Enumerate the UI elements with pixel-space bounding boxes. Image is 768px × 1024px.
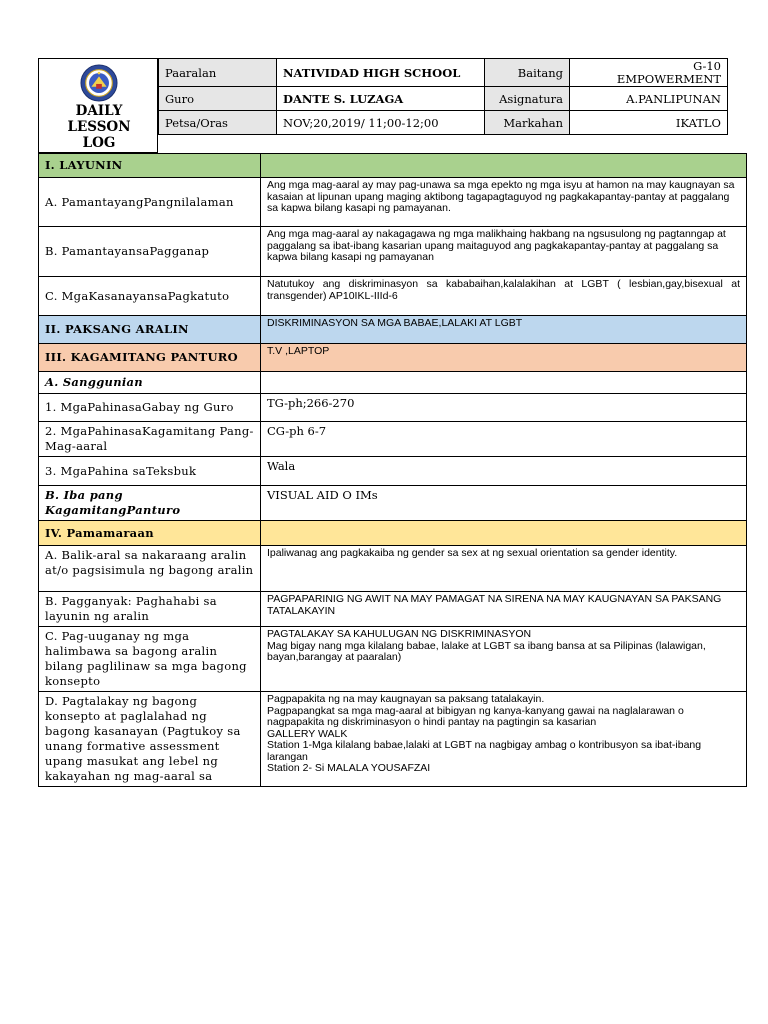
label-petsa: Petsa/Oras: [159, 111, 277, 135]
row-pag-uuganay: [39, 627, 747, 692]
row-kagamitang: [39, 344, 747, 372]
label-paaralan: Paaralan: [159, 59, 277, 87]
row-gabay: [39, 394, 747, 422]
label-pag-uuganay: C. Pag-uuganay ng mga halimbawa sa bagong aralin bilang paglilinaw sa mga bagong konsepto: [39, 627, 261, 692]
row-kagamitan: [39, 422, 747, 457]
label-balik-aral: A. Balik-aral sa nakaraang aralin at/o pagsisimula ng bagong aralin: [39, 546, 261, 592]
row-pamamaraan: [39, 521, 747, 546]
value-paksang-aralin: DISKRIMINASYON SA MGA BABAE,LALAKI AT LGBT: [261, 316, 747, 344]
section-layunin: I. LAYUNIN: [39, 154, 261, 178]
value-asignatura: A.PANLIPUNAN: [570, 87, 728, 111]
section-kagamitang-panturo: III. KAGAMITANG PANTURO: [39, 344, 261, 372]
label-sanggunian: A. Sanggunian: [39, 372, 261, 394]
value-balik-aral: Ipaliwanag ang pagkakaiba ng gender sa sex at ng sexual orientation sa gender identity.: [261, 546, 747, 592]
value-markahan: IKATLO: [570, 111, 728, 135]
header: [38, 58, 746, 153]
lesson-table: [38, 153, 747, 787]
value-pagtalakay: Pagpapakita ng na may kaugnayan sa paksang tatalakayin. Pagpapangkat sa mga mag-aaral at bibigyan ng kanya-kanyang gawai na naglalarawan o nagpapakita ng diskriminasyon o hindi pantay na pagtingin sa kasarian GALLERY WALK Station 1-Mga kilalang babae,lalaki at LGBT na nagbigay ambag o kontribusyon sa ibat-ibang larangan Station 2- Si MALALA YOUSAFZAI: [261, 692, 747, 787]
section-pamamaraan: IV. Pamamaraan: [39, 521, 261, 546]
value-guro: DANTE S. LUZAGA: [277, 87, 485, 111]
value-teksbuk: Wala: [261, 457, 747, 486]
section-paksang-aralin: II. PAKSANG ARALIN: [39, 316, 261, 344]
title-line-1: DAILY: [75, 103, 123, 119]
value-paaralan: NATIVIDAD HIGH SCHOOL: [277, 59, 485, 87]
header-info-table: [158, 58, 728, 135]
value-pamantayang-pangnilalaman: Ang mga mag-aaral ay may pag-unawa sa mga epekto ng mga isyu at hamon na may kaugnayan sa kasaian at lipunan upang maging aktibong tagapagtaguyod ng pagkakapantay-pantay at paggalang sa kapwa bilang kasapi ng pamayanan.: [261, 178, 747, 227]
label-pagtalakay: D. Pagtalakay ng bagong konsepto at paglalahad ng bagong kasanayan (Pagtukoy sa unang formative assessment upang masukat ang lebel ng kakayahan ng mag-aaral sa: [39, 692, 261, 787]
row-pamantayang: [39, 178, 747, 227]
label-markahan: Markahan: [485, 111, 570, 135]
label-iba-pang-kagamitang: B. Iba pang KagamitangPanturo: [39, 486, 261, 521]
value-kagamitang-panturo: T.V ,LAPTOP: [261, 344, 747, 372]
value-pagganyak: PAGPAPARINIG NG AWIT NA MAY PAMAGAT NA SIRENA NA MAY KAUGNAYAN SA PAKSANG TATALAKAYIN: [261, 592, 747, 627]
value-sanggunian: [261, 372, 747, 394]
row-teksbuk: [39, 457, 747, 486]
row-iba-pang: [39, 486, 747, 521]
row-balik-aral: [39, 546, 747, 592]
value-iba-pang-kagamitang: VISUAL AID O IMs: [261, 486, 747, 521]
row-pagtalakay: [39, 692, 747, 787]
label-kasanayan-pagkatuto: C. MgaKasanayansaPagkatuto: [39, 277, 261, 316]
title-line-2: LESSON: [67, 119, 131, 135]
row-sanggunian: [39, 372, 747, 394]
label-asignatura: Asignatura: [485, 87, 570, 111]
value-baitang: G-10 EMPOWERMENT: [570, 59, 728, 87]
label-pamantayang-pangnilalaman: A. PamantayangPangnilalaman: [39, 178, 261, 227]
deped-seal-icon: [80, 64, 118, 102]
section-pamamaraan-fill: [261, 521, 747, 546]
label-kagamitang-mag-aaral: 2. MgaPahinasaKagamitang Pang- Mag-aaral: [39, 422, 261, 457]
value-petsa: NOV;20,2019/ 11;00-12;00: [277, 111, 485, 135]
row-pagganap: [39, 227, 747, 277]
value-pamantayan-pagganap: Ang mga mag-aaral ay nakagagawa ng mga malikhaing hakbang na ngsusulong ng pagtanngap at paggalang sa ibat-ibang kasarian upang maitaguyod ang pagkakapantay-pantay at paggalang sa kapwa bilang kasapi ng pamayanan: [261, 227, 747, 277]
row-kasanayan: [39, 277, 747, 316]
title-line-3: LOG: [82, 135, 116, 151]
document-title: [39, 103, 159, 151]
row-paksang: [39, 316, 747, 344]
logo-box: [38, 58, 158, 153]
label-baitang: Baitang: [485, 59, 570, 87]
value-gabay-guro: TG-ph;266-270: [261, 394, 747, 422]
label-pamantayan-pagganap: B. PamantayansaPagganap: [39, 227, 261, 277]
header-row-paaralan: [159, 59, 728, 87]
value-kasanayan-pagkatuto: Natutukoy ang diskriminasyon sa kababaihan,kalalakihan at LGBT ( lesbian,gay,bisexual at transgender) AP10IKL-IIId-6: [261, 277, 747, 316]
label-guro: Guro: [159, 87, 277, 111]
row-pagganyak: [39, 592, 747, 627]
value-kagamitang-mag-aaral: CG-ph 6-7: [261, 422, 747, 457]
label-gabay-guro: 1. MgaPahinasaGabay ng Guro: [39, 394, 261, 422]
row-layunin: [39, 154, 747, 178]
value-pag-uuganay: PAGTALAKAY SA KAHULUGAN NG DISKRIMINASYON Mag bigay nang mga kilalang babae, lalake at LGBT sa ibang bansa at sa Pilipinas (lalawigan, bayan,barangay at paaralan): [261, 627, 747, 692]
section-layunin-fill: [261, 154, 747, 178]
header-row-guro: [159, 87, 728, 111]
label-teksbuk: 3. MgaPahina saTeksbuk: [39, 457, 261, 486]
header-row-petsa: [159, 111, 728, 135]
label-pagganyak: B. Pagganyak: Paghahabi sa layunin ng aralin: [39, 592, 261, 627]
